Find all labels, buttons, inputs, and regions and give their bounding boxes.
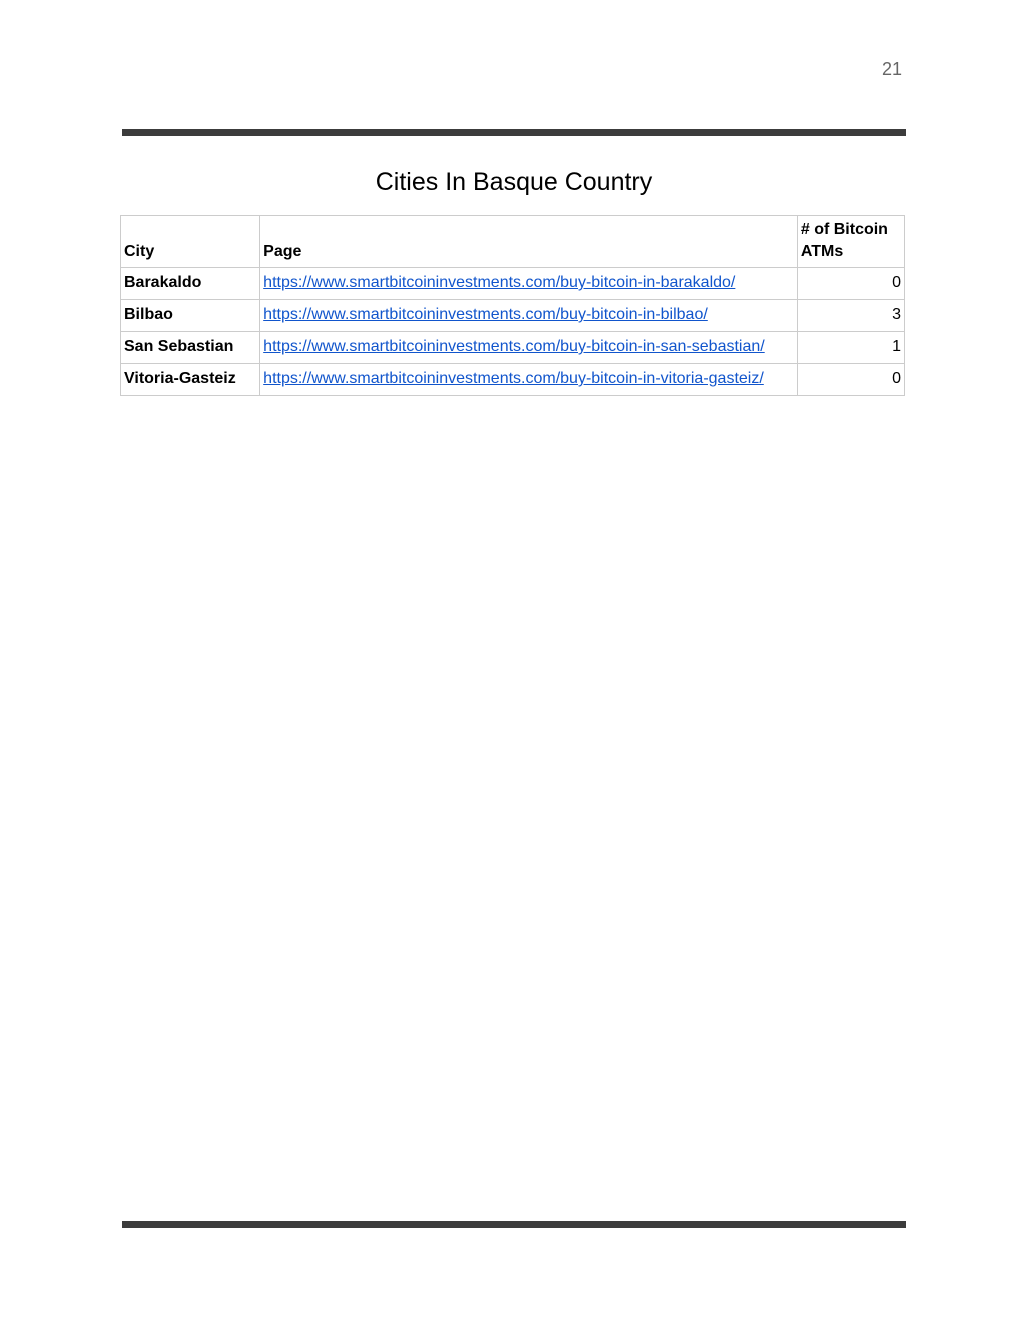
city-cell: Vitoria-Gasteiz	[121, 364, 260, 396]
table-row	[121, 268, 905, 300]
column-header-atms: # of Bitcoin ATMs	[797, 216, 904, 268]
header-divider	[122, 129, 906, 136]
page-number: 21	[881, 59, 902, 79]
city-cell: Barakaldo	[121, 268, 260, 300]
page-cell	[260, 332, 798, 364]
atm-count-cell: 0	[797, 364, 904, 396]
page-cell	[260, 300, 798, 332]
table-row	[121, 332, 905, 364]
page-title: Cities In Basque Country	[375, 168, 653, 196]
city-cell: San Sebastian	[121, 332, 260, 364]
city-page-link[interactable]: https://www.smartbitcoininvestments.com/buy-bitcoin-in-barakaldo/	[263, 274, 736, 291]
city-page-link[interactable]: https://www.smartbitcoininvestments.com/buy-bitcoin-in-san-sebastian/	[263, 338, 765, 355]
table-row	[121, 364, 905, 396]
city-cell: Bilbao	[121, 300, 260, 332]
column-header-page: Page	[260, 216, 798, 268]
column-header-city: City	[121, 216, 260, 268]
table-header-row	[121, 216, 905, 268]
atm-count-cell: 1	[797, 332, 904, 364]
page-cell	[260, 364, 798, 396]
city-page-link[interactable]: https://www.smartbitcoininvestments.com/buy-bitcoin-in-vitoria-gasteiz/	[263, 370, 764, 387]
cities-table	[120, 215, 905, 396]
atm-count-cell: 0	[797, 268, 904, 300]
page-cell	[260, 268, 798, 300]
city-page-link[interactable]: https://www.smartbitcoininvestments.com/buy-bitcoin-in-bilbao/	[263, 306, 708, 323]
footer-divider	[122, 1221, 906, 1228]
atm-count-cell: 3	[797, 300, 904, 332]
table-row	[121, 300, 905, 332]
